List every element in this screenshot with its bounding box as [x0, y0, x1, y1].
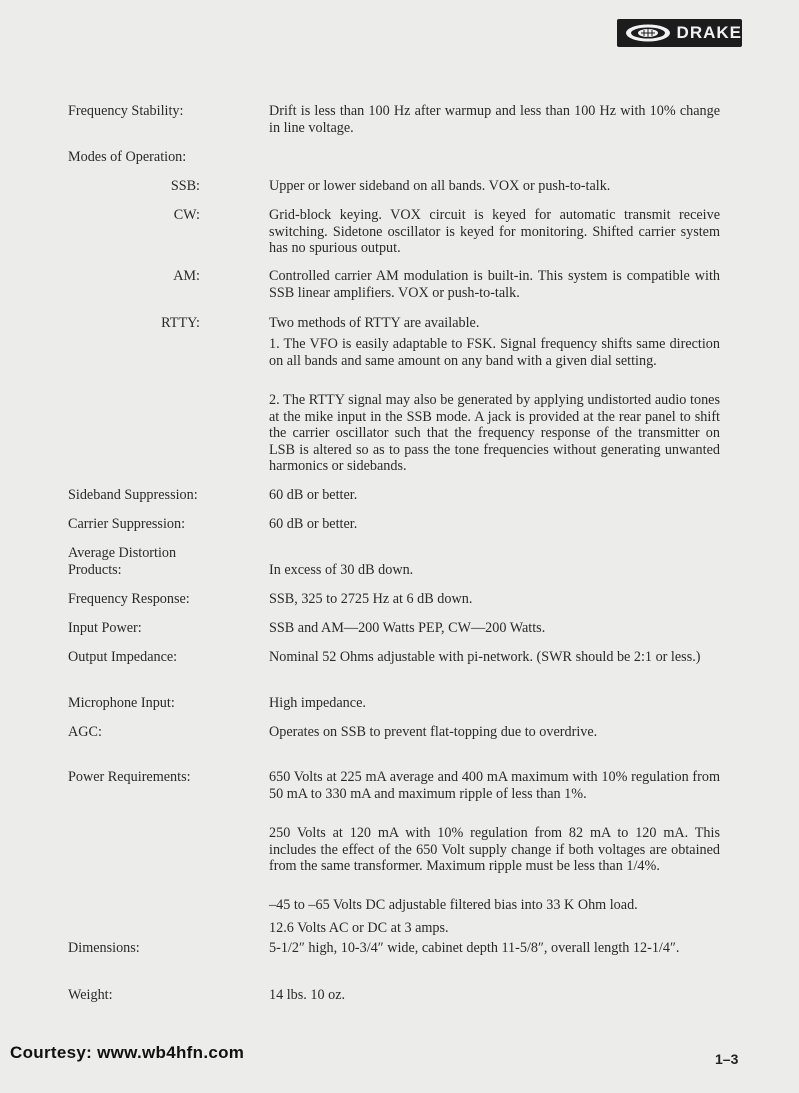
sideband-label: Sideband Suppression:: [68, 487, 198, 503]
cw-value: Grid-block keying. VOX circuit is keyed for automatic transmit receive switching. Sidetone oscillator is keyed for monitoring. Shifted carrier system has no spurious output.: [269, 207, 720, 256]
rtty-value-intro: Two methods of RTTY are available.: [269, 315, 480, 331]
sideband-value: 60 dB or better.: [269, 487, 358, 503]
power-req-value-650v: 650 Volts at 225 mA average and 400 mA maximum with 10% regulation from 50 mA to 330 mA and maximum ripple of less than 1%.: [269, 769, 720, 802]
output-impedance-label: Output Impedance:: [68, 649, 178, 665]
rtty-value-method-1: 1. The VFO is easily adaptable to FSK. Signal frequency shifts same direction on all bands and same amount on any band with a given dial setting.: [269, 336, 720, 369]
power-req-value-filament: 12.6 Volts AC or DC at 3 amps.: [269, 920, 449, 936]
dimensions-value: 5-1/2″ high, 10-3/4″ wide, cabinet depth 11-5/8″, overall length 12-1/4″.: [269, 940, 680, 956]
page-number: 1–3: [715, 1051, 739, 1067]
power-req-label: Power Requirements:: [68, 769, 191, 785]
freq-response-label: Frequency Response:: [68, 591, 190, 607]
freq-response-value: SSB, 325 to 2725 Hz at 6 dB down.: [269, 591, 473, 607]
power-req-value-250v: 250 Volts at 120 mA with 10% regulation from 82 mA to 120 mA. This includes the effect of the 650 Volt supply change if both voltages are obtained from the same transformer. Maximum ripple must be less than 1/4%.: [269, 825, 720, 874]
input-power-value: SSB and AM—200 Watts PEP, CW—200 Watts.: [269, 620, 546, 636]
dimensions-label: Dimensions:: [68, 940, 140, 956]
ssb-label: SSB:: [170, 178, 200, 194]
freq-stability-value: Drift is less than 100 Hz after warmup and less than 100 Hz with 10% change in line voltage.: [269, 103, 720, 136]
carrier-value: 60 dB or better.: [269, 516, 358, 532]
logo-text: DRAKE: [676, 23, 742, 42]
weight-value: 14 lbs. 10 oz.: [269, 987, 346, 1003]
drake-emblem-icon: [623, 22, 673, 44]
agc-label: AGC:: [68, 724, 102, 740]
freq-stability-label: Frequency Stability:: [68, 103, 184, 119]
modes-label: Modes of Operation:: [68, 149, 187, 165]
agc-value: Operates on SSB to prevent flat-topping due to overdrive.: [269, 724, 598, 740]
courtesy-link[interactable]: Courtesy: www.wb4hfn.com: [10, 1043, 245, 1062]
carrier-label: Carrier Suppression:: [68, 516, 186, 532]
distortion-label: Average Distortion Products:: [68, 545, 177, 578]
cw-label: CW:: [173, 207, 200, 223]
distortion-value: In excess of 30 dB down.: [269, 562, 414, 578]
weight-label: Weight:: [68, 987, 113, 1003]
rtty-value-method-2: 2. The RTTY signal may also be generated by applying undistorted audio tones at the mike input in the SSB mode. A jack is provided at the rear panel to shift the carrier oscillator such that the frequency response of the transmitter on LSB is altered so as to pass the tone frequencies without generating unwanted harmonics or sidebands.: [269, 392, 720, 474]
mic-input-label: Microphone Input:: [68, 695, 175, 711]
ssb-value: Upper or lower sideband on all bands. VOX or push-to-talk.: [269, 178, 611, 194]
mic-input-value: High impedance.: [269, 695, 366, 711]
drake-logo: [617, 19, 742, 47]
am-label: AM:: [173, 268, 200, 284]
rtty-label: RTTY:: [161, 315, 200, 331]
am-value: Controlled carrier AM modulation is built-in. This system is compatible with SSB linear amplifiers. VOX or push-to-talk.: [269, 268, 720, 301]
input-power-label: Input Power:: [68, 620, 142, 636]
power-req-value-bias: –45 to –65 Volts DC adjustable filtered bias into 33 K Ohm load.: [269, 897, 638, 913]
output-impedance-value: Nominal 52 Ohms adjustable with pi-network. (SWR should be 2:1 or less.): [269, 649, 701, 665]
